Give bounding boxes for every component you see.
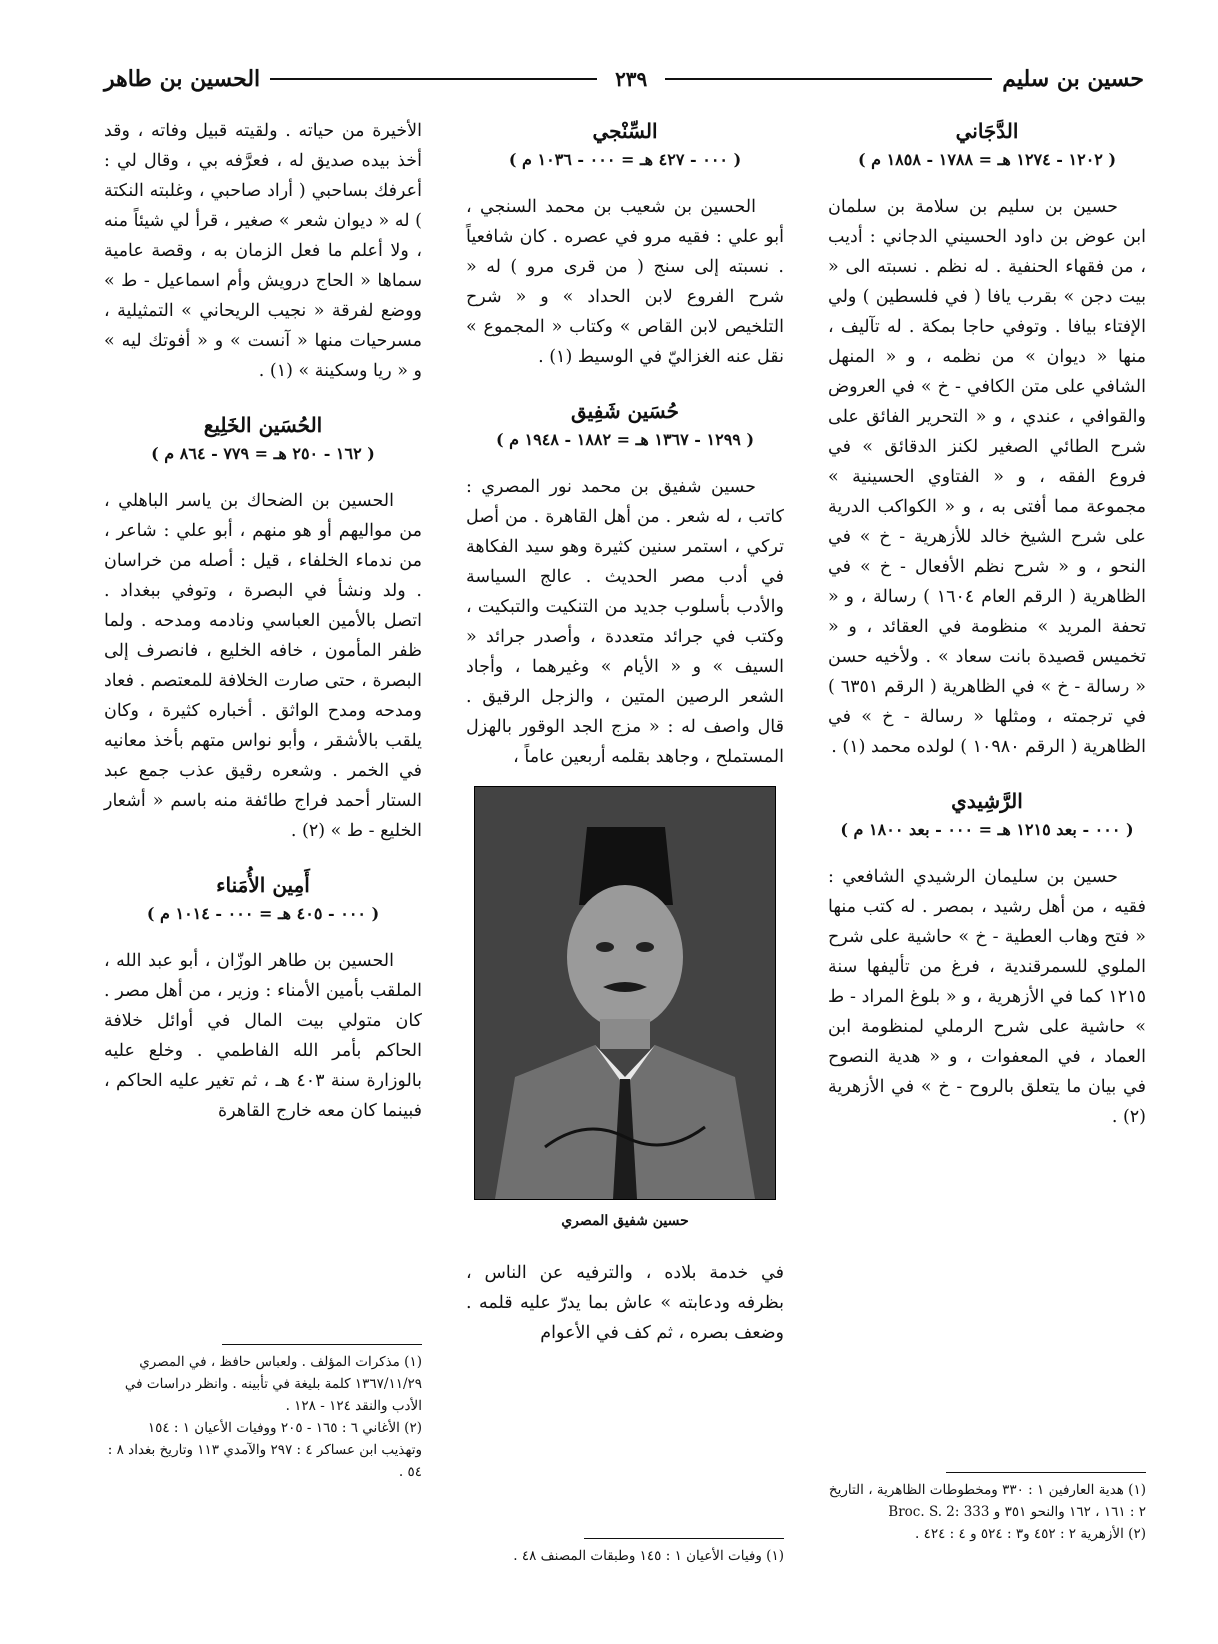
entry-text: حسين بن سليمان الرشيدي الشافعي : فقيه ، من أهل رشيد ، بمصر . له كتب منها « فتح وهاب العطية - خ » حاشية على شرح الملوي للسمرقندية ، فرغ من تأليفها سنة ١٢١٥ كما في الأزهرية ، و « بلوغ المراد - ط » حاشية على شرح الرملي لمنظومة ابن العماد ، في المعفوات ، و « هدية النصوح في بيان ما يتعلق بالروح - خ » في الأزهرية (٢) . — [828, 867, 1146, 1127]
photo-caption: حسين شفيق المصري — [561, 1213, 689, 1229]
header-left-title: الحسين بن طاهر — [103, 66, 261, 92]
entry-title: حُسَين شَفِيق — [570, 399, 680, 423]
entry-title: الدَّجَاني — [955, 119, 1019, 143]
entry-text: الحسين بن الضحاك بن ياسر الباهلي ، من مواليهم أو هو منهم ، أبو علي : شاعر ، من ندماء الخلفاء ، قيل : أصله من خراسان . ولد ونشأ في البصرة ، وتوفي ببغداد . اتصل بالأمين العباسي ونادمه ومدحه . ولما ظفر المأمون ، خافه الخليع ، فانصرف إلى البصرة ، حتى صارت الخلافة للمعتصم . فعاد ومدحه ومدح الواثق . أخباره كثيرة ، وكان يلقب بالأشقر ، وأبو نواس متهم بأخذ معانيه في الخمر . وشعره رقيق عذب جمع عبد الستار أحمد فراج طائفة منه باسم « أشعار الخليع - ط » (٢) . — [104, 491, 422, 841]
page-number: ٢٣٩ — [615, 67, 648, 91]
left-column — [104, 116, 422, 1150]
footnote-rule — [946, 1472, 1146, 1473]
entry-continuation: الأخيرة من حياته . ولقيته قبيل وفاته ، وقد أخذ بيده صديق له ، فعرَّفه بي ، وقال لي : أعرفك بساحبي ( أراد صاحبي ، وغلبته النكتة ) له « ديوان شعر » صغير ، قرأ لي شيئاً منه ، ولا أعلم ما فعل الزمان به ، وقصة عامية سماها « الحاج درويش وأم اسماعيل - ط » ووضع لفرقة « نجيب الريحاني » التمثيلية ، مسرحيات منها « آنست » و « أفوتك ليه » و « ريا وسكينة » (١) . — [104, 121, 422, 381]
footnote: (١) وفيات الأعيان ١ : ١٤٥ وطبقات المصنف ٤٨ . — [513, 1548, 784, 1564]
footnote: (١) هدية العارفين ١ : ٣٣٠ ومخطوطات الظاهرية ، التاريخ ٢ : ١٦١ ، ١٦٢ والنحو ٣٥١ و Broc. S. 2: 333 — [828, 1482, 1146, 1520]
entry-title: الرَّشِيدي — [951, 789, 1023, 813]
entry-dates: ( ٠٠٠ - ٤٢٧ هـ = ٠٠٠ - ١٠٣٦ م ) — [508, 150, 742, 169]
portrait-photo — [474, 786, 776, 1200]
entry-text: الحسين بن طاهر الوزّان ، أبو عبد الله ، الملقب بأمين الأمناء : وزير ، من أهل مصر . كان متولي بيت المال في أوائل خلافة الحاكم بأمر الله الفاطمي . وخلع عليه بالوزارة سنة ٤٠٣ هـ ، ثم تغير عليه الحاكم ، فبينما كان معه خارج القاهرة — [104, 951, 422, 1121]
footnotes-middle — [466, 1538, 784, 1567]
entry-dates: ( ٠٠٠ - بعد ١٢١٥ هـ = ٠٠٠ - بعد ١٨٠٠ م ) — [840, 820, 1134, 839]
header-rule-left — [270, 78, 597, 80]
footnote-rule — [222, 1344, 422, 1345]
footnote: (١) مذكرات المؤلف . ولعباس حافظ ، في المصري ١٣٦٧/١١/٢٩ كلمة بليغة في تأبينه . وانظر دراسات في الأدب والنقد ١٢٤ - ١٢٨ . — [124, 1354, 422, 1414]
entry-dates: ( ١٢٩٩ - ١٣٦٧ هـ = ١٨٨٢ - ١٩٤٨ م ) — [495, 430, 755, 449]
header-rule-right — [665, 78, 992, 80]
header-right-title: حسين بن سليم — [1002, 66, 1144, 92]
entry-dates: ( ٠٠٠ - ٤٠٥ هـ = ٠٠٠ - ١٠١٤ م ) — [146, 904, 380, 923]
entry-text: الحسين بن شعيب بن محمد السنجي ، أبو علي : فقيه مرو في عصره . كان شافعياً . نسبته إلى سنج ( من قرى مرو ) له « شرح الفروع لابن الحداد » و « شرح التلخيص لابن القاص » وكتاب « المجموع » نقل عنه الغزاليّ في الوسيط (١) . — [466, 197, 784, 367]
entry-dates: ( ١٢٠٢ - ١٢٧٤ هـ = ١٧٨٨ - ١٨٥٨ م ) — [857, 150, 1117, 169]
footnote: (٢) الأغاني ٦ : ١٦٥ - ٢٠٥ ووفيات الأعيان ١ : ١٥٤ وتهذيب ابن عساكر ٤ : ٢٩٧ والآمدي ١١٣ وتاريخ بغداد ٨ : ٥٤ . — [107, 1420, 422, 1480]
entry-title: الحُسَين الخَلِيع — [203, 413, 323, 437]
footnote-rule — [584, 1538, 784, 1539]
entry-title: السِّنْجي — [592, 119, 658, 143]
footnote: (٢) الأزهرية ٢ : ٤٥٢ و٣ : ٥٢٤ و ٤ : ٤٢٤ . — [915, 1526, 1146, 1542]
entry-dates: ( ١٦٢ - ٢٥٠ هـ = ٧٧٩ - ٨٦٤ م ) — [151, 444, 375, 463]
entry-title: أَمِين الأُمَناء — [216, 873, 310, 897]
entry-text: حسين شفيق بن محمد نور المصري : كاتب ، له شعر . من أهل القاهرة . من أصل تركي ، استمر سنين كثيرة وهو سيد الفكاهة في أدب مصر الحديث . عالج السياسة والأدب بأسلوب جديد من التنكيت والتبكيت ، وكتب في جرائد متعددة ، وأصدر جرائد « السيف » و « الأيام » وغيرهما ، وأجاد الشعر الرصين المتين ، والزجل الرقيق . قال واصف له : « مزج الجد الوقور بالهزل المستملح ، وجاهد بقلمه أربعين عاماً ، — [466, 477, 784, 767]
footnotes-right — [828, 1472, 1146, 1545]
right-column — [828, 116, 1146, 1156]
entry-text: حسين بن سليم بن سلامة بن سلمان ابن عوض بن داود الحسيني الدجاني : أديب ، من فقهاء الحنفية . له نظم . نسبته الى « بيت دجن » بقرب يافا ( في فلسطين ) ولي الإفتاء بيافا . وتوفي حاجا بمكة . له تآليف ، منها « ديوان » من نظمه ، و « المنهل الشافي على متن الكافي - خ » في العروض والقوافي ، عندي ، و « التحرير الفائق على شرح الطائي الصغير لكنز الدقائق » في فروع الفقه ، و « الفتاوي الحسينية » مجموعة مما أفتى به ، و « الكواكب الدرية على شرح الشيخ خالد للأزهرية - خ » في النحو ، و « شرح نظم الأفعال - خ » في الظاهرية ( الرقم العام ١٦٠٤ ) رسالة ، و « تحفة المريد » منظومة في العقائد ، و « تخميس قصيدة بانت سعاد » . ولأخيه حسن « رسالة - خ » في الظاهرية ( الرقم ٦٣٥١ ) في ترجمته ، ومثلها « رسالة - خ » في الظاهرية ( الرقم ١٠٩٨٠ ) لولده محمد (١) . — [828, 197, 1147, 757]
entry-text-continued: في خدمة بلاده ، والترفيه عن الناس ، بظرفه ودعابته » عاش بما يدرّ عليه قلمه . وضعف بصره ، ثم كف في الأعوام — [466, 1263, 784, 1343]
middle-column — [466, 116, 784, 1372]
footnotes-left — [104, 1344, 422, 1483]
running-header — [104, 62, 1144, 96]
